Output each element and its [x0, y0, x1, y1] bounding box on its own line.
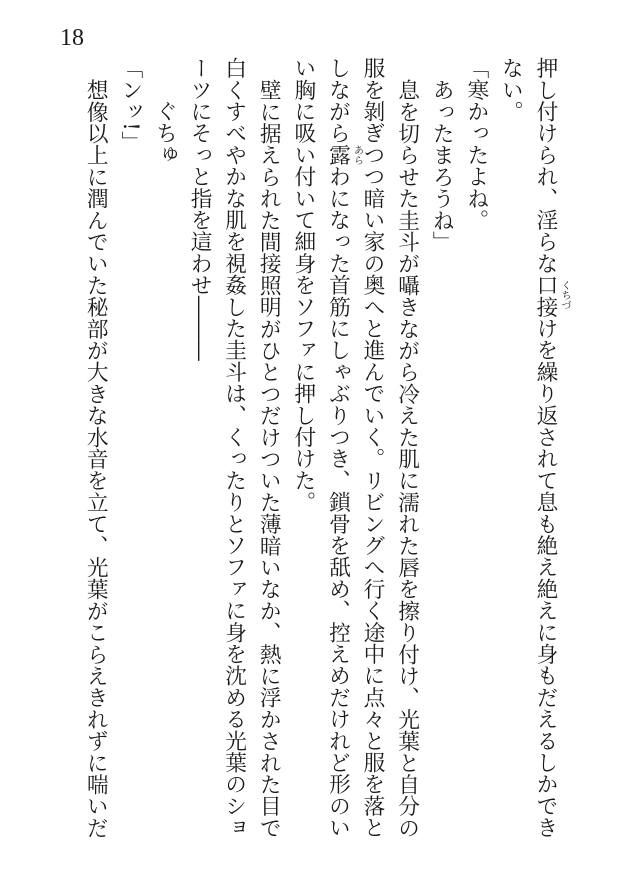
vertical-body-text: [78, 57, 570, 847]
text-segment: わになった首筋にしゃぶりつき、鎖骨を舐め、控えめだけれど形のい: [325, 165, 351, 839]
text-segment: 押し付けられ、淫らな: [533, 57, 558, 274]
text-line-7: [320, 57, 363, 847]
ruby-reading: あら: [351, 144, 363, 165]
text-segment: けを繰り返されて息も絶え絶えに身もだえるしかでき: [533, 317, 558, 839]
text-line-3: 「寒かったよね。: [463, 57, 489, 231]
ruby-group: [325, 143, 363, 166]
text-line-9: 壁に据えられた間接照明がひとつだけついた薄暗いなか、熱に浮かされた目で: [256, 78, 282, 839]
text-line-13: 「ンッ!」: [117, 57, 143, 153]
page-number: 18: [60, 25, 84, 51]
text-line-5: 息を切らせた圭斗が囁きながら冷えた肌に濡れた唇を擦り付け、光葉と自分の: [394, 78, 420, 839]
text-line-6: 服を剝ぎつつ暗い家の奥へと進んでいく。リビングへ行く途中に点々と服を落と: [360, 57, 386, 839]
text-line-10: 白くすべやかな肌を視姦した圭斗は、くったりとソファに身を沈める光葉のショ: [221, 57, 247, 839]
text-line-8: い胸に吸い付いて細身をソファに押し付けた。: [290, 57, 316, 513]
ruby-base: 露: [325, 143, 351, 166]
text-line-14: 想像以上に潤んでいた秘部が大きな水音を立て、光葉がこらえきれずに喘いだ: [83, 78, 109, 839]
ruby-reading: くちづ: [559, 280, 570, 310]
text-segment: しながら: [325, 57, 351, 144]
text-line-2: ない。: [498, 57, 524, 123]
ruby-group: [533, 274, 570, 318]
text-line-12: ぐちゅ: [152, 100, 178, 166]
text-line-1: [527, 57, 570, 847]
text-line-11: ーツにそっと指を這わせ―――: [187, 57, 213, 361]
text-line-4: あったまろうね」: [429, 78, 455, 253]
ruby-base: 口接: [533, 274, 558, 318]
